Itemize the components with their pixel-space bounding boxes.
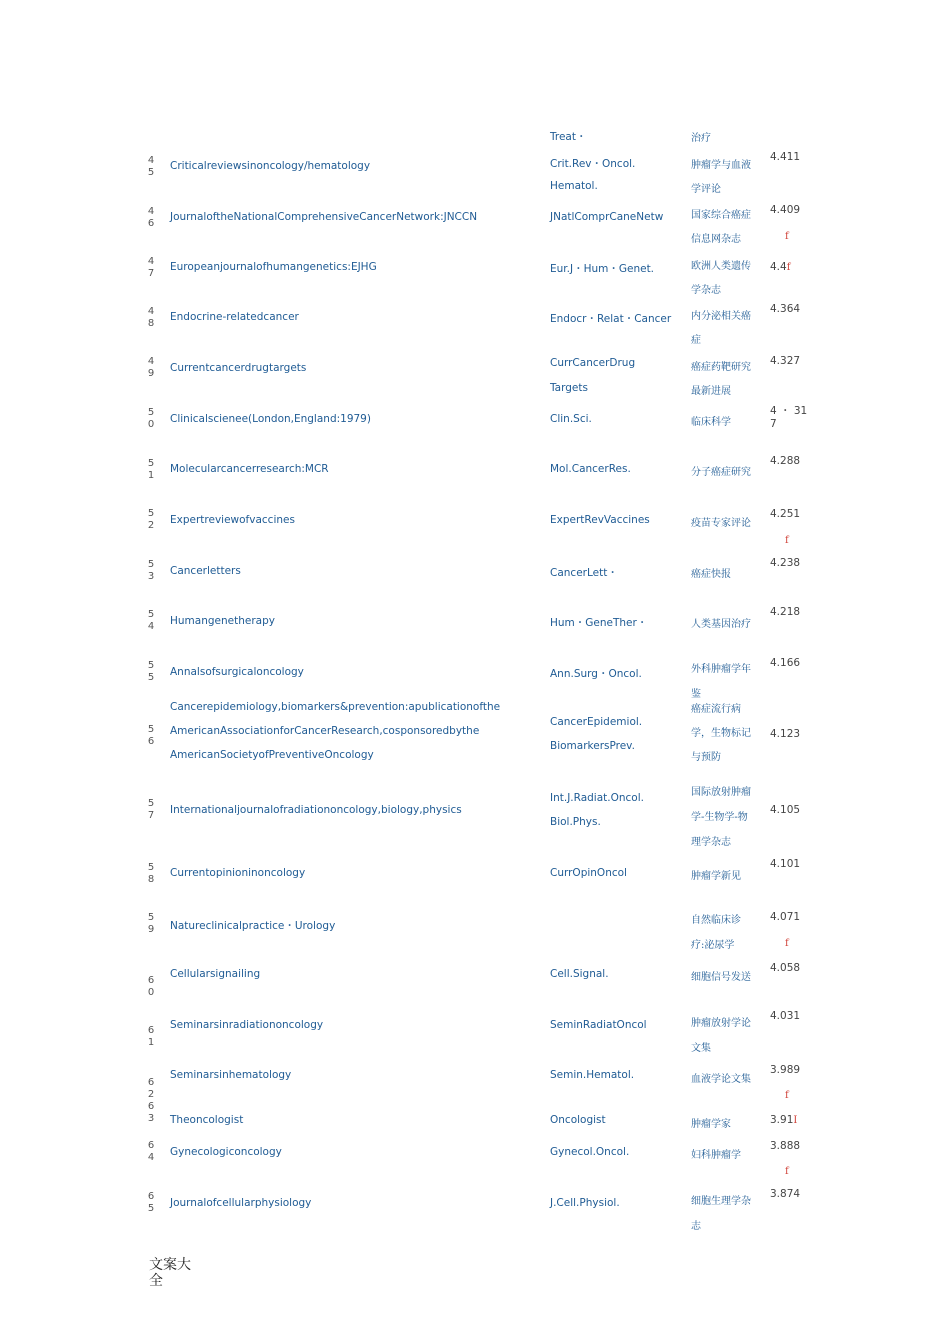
row-number: 6 4 <box>147 1140 155 1163</box>
chinese-cell: 学评论 <box>691 184 721 195</box>
row-number: 6 5 <box>147 1191 155 1214</box>
mark-glyph: f <box>785 231 789 242</box>
chinese-cell: 妇科肿瘤学 <box>691 1150 741 1161</box>
abbrev-cell: J.Cell.Physiol. <box>550 1197 620 1209</box>
row-number: 5 7 <box>147 798 155 821</box>
chinese-cell: 与预防 <box>691 752 721 763</box>
abbrev-cell: ExpertRevVaccines <box>550 514 650 526</box>
abbrev-cell: BiomarkersPrev. <box>550 740 635 752</box>
chinese-cell: 信息网杂志 <box>691 234 741 245</box>
row-number: 5 5 <box>147 660 155 683</box>
abbrev-cell: Eur.J・Hum・Genet. <box>550 263 655 275</box>
row-number: 5 0 <box>147 407 155 430</box>
journal-name: Internationaljournalofradiationoncology,biology,physics <box>170 804 462 816</box>
abbrev-cell: Mol.CancerRes. <box>550 463 631 475</box>
abbrev-cell: CurrOpinOncol <box>550 867 627 879</box>
journal-name: Clinicalscienee(London,England:1979) <box>170 413 371 425</box>
chinese-cell: 肿瘤学与血液 <box>691 160 751 171</box>
impact-factor: 4.105 <box>770 804 801 816</box>
abbrev-cell: Oncologist <box>550 1114 606 1126</box>
abbrev-cell: Clin.Sci. <box>550 413 592 425</box>
journal-name: AmericanSocietyofPreventiveOncology <box>170 749 374 761</box>
impact-factor: 4.327 <box>770 355 801 367</box>
impact-factor: 3.989 <box>770 1064 801 1076</box>
abbrev-cell: Crit.Rev・Oncol. <box>550 158 636 170</box>
impact-factor: 3.91I <box>770 1114 798 1126</box>
abbrev-cell: CancerLett・ <box>550 567 618 579</box>
chinese-cell: 临床科学 <box>691 417 731 428</box>
journal-name: Endocrine-relatedcancer <box>170 311 299 323</box>
journal-name: Criticalreviewsinoncology/hematology <box>170 160 371 172</box>
journal-name: JournaloftheNationalComprehensiveCancerNetwork:JNCCN <box>170 211 478 223</box>
abbrev-cell: Gynecol.Oncol. <box>550 1146 630 1158</box>
row-number: 6 1 <box>147 1025 155 1048</box>
impact-factor: 4.411 <box>770 151 801 163</box>
journal-name: Natureclinicalpractice・Urology <box>170 920 336 932</box>
page-footer: 文案大 全 <box>149 1257 191 1289</box>
chinese-cell: 肿瘤学家 <box>691 1119 731 1130</box>
chinese-cell: 文集 <box>691 1043 711 1054</box>
abbrev-cell: Cell.Signal. <box>550 968 609 980</box>
chinese-cell: 分子癌症研究 <box>691 467 751 478</box>
abbrev-cell: Hum・GeneTher・ <box>550 617 648 629</box>
abbrev-cell: Treat・ <box>550 131 587 143</box>
mark-glyph: f <box>785 1090 789 1101</box>
chinese-cell: 自然临床诊 <box>691 915 741 926</box>
impact-factor: 4.238 <box>770 557 801 569</box>
journal-name: Gynecologiconcology <box>170 1146 282 1158</box>
chinese-cell: 学-生物学-物 <box>691 812 748 823</box>
journal-name: Currentopinioninoncology <box>170 867 306 879</box>
impact-factor: 4.071 <box>770 911 801 923</box>
chinese-cell: 志 <box>691 1221 701 1232</box>
row-number: 6 0 <box>147 975 155 998</box>
row-number: 5 4 <box>147 609 155 632</box>
row-number: 5 3 <box>147 559 155 582</box>
impact-factor: 4.166 <box>770 657 801 669</box>
chinese-cell: 理学杂志 <box>691 837 731 848</box>
chinese-cell: 学，生物标记 <box>691 728 751 739</box>
abbrev-cell: CancerEpidemiol. <box>550 716 643 728</box>
abbrev-cell: Hematol. <box>550 180 598 192</box>
chinese-cell: 欧洲人类遗传 <box>691 261 751 272</box>
chinese-cell: 细胞生理学杂 <box>691 1196 751 1207</box>
chinese-cell: 癌症快报 <box>691 569 731 580</box>
chinese-cell: 细胞信号发送 <box>691 972 751 983</box>
chinese-cell: 内分泌相关癌 <box>691 311 751 322</box>
chinese-cell: 症 <box>691 335 701 346</box>
row-number: 4 8 <box>147 306 155 329</box>
chinese-cell: 癌症流行病 <box>691 704 741 715</box>
impact-factor: 4.123 <box>770 728 801 740</box>
row-number: 5 1 <box>147 458 155 481</box>
abbrev-cell: Endocr・Relat・Cancer <box>550 313 672 325</box>
abbrev-cell: JNatlComprCaneNetw <box>550 211 664 223</box>
chinese-cell: 最新进展 <box>691 386 731 397</box>
chinese-cell: 血液学论文集 <box>691 1074 751 1085</box>
journal-name: Europeanjournalofhumangenetics:EJHG <box>170 261 377 273</box>
journal-name: Seminarsinhematology <box>170 1069 292 1081</box>
mark-glyph: f <box>785 535 789 546</box>
chinese-cell: 学杂志 <box>691 285 721 296</box>
row-number: 4 5 <box>147 155 155 178</box>
row-number: 6 2 6 3 <box>147 1077 155 1124</box>
row-number: 4 9 <box>147 356 155 379</box>
chinese-cell: 治疗 <box>691 133 711 144</box>
impact-factor: 4.251 <box>770 508 801 520</box>
chinese-cell: 人类基因治疗 <box>691 619 751 630</box>
journal-name: Theoncologist <box>170 1114 244 1126</box>
impact-factor: 4.364 <box>770 303 801 315</box>
mark-glyph: f <box>785 938 789 949</box>
abbrev-cell: Ann.Surg・Oncol. <box>550 668 642 680</box>
chinese-cell: 疫苗专家评论 <box>691 518 751 529</box>
journal-name: Humangenetherapy <box>170 615 275 627</box>
row-number: 4 6 <box>147 206 155 229</box>
row-number: 5 6 <box>147 724 155 747</box>
row-number: 5 8 <box>147 862 155 885</box>
journal-name: Annalsofsurgicaloncology <box>170 666 304 678</box>
abbrev-cell: Targets <box>550 382 588 394</box>
abbrev-cell: Biol.Phys. <box>550 816 601 828</box>
impact-factor: 4 ・ 31 7 <box>770 405 808 430</box>
impact-factor: 4.4f <box>770 261 791 273</box>
journal-name: Cancerletters <box>170 565 241 577</box>
abbrev-cell: CurrCancerDrug <box>550 357 636 369</box>
mark-glyph: I <box>793 1115 798 1126</box>
chinese-cell: 鉴 <box>691 689 701 700</box>
impact-factor: 4.218 <box>770 606 801 618</box>
impact-factor: 4.058 <box>770 962 801 974</box>
abbrev-cell: Semin.Hematol. <box>550 1069 635 1081</box>
chinese-cell: 国际放射肿瘤 <box>691 787 751 798</box>
chinese-cell: 癌症药靶研究 <box>691 362 751 373</box>
journal-name: Expertreviewofvaccines <box>170 514 295 526</box>
row-number: 4 7 <box>147 256 155 279</box>
impact-factor: 4.101 <box>770 858 801 870</box>
chinese-cell: 疗:泌尿学 <box>691 940 735 951</box>
journal-name: Seminarsinradiationoncology <box>170 1019 324 1031</box>
journal-name: Journalofcellularphysiology <box>170 1197 312 1209</box>
impact-factor: 4.031 <box>770 1010 801 1022</box>
journal-name: AmericanAssociationforCancerResearch,cosponsoredbythe <box>170 725 480 737</box>
mark-glyph: f <box>785 1166 789 1177</box>
row-number: 5 9 <box>147 912 155 935</box>
impact-factor: 3.874 <box>770 1188 801 1200</box>
journal-name: Molecularcancerresearch:MCR <box>170 463 329 475</box>
journal-name: Cellularsignailing <box>170 968 261 980</box>
chinese-cell: 国家综合癌症 <box>691 210 751 221</box>
chinese-cell: 外科肿瘤学年 <box>691 664 751 675</box>
journal-name: Cancerepidemiology,biomarkers&prevention:apublicationofthe <box>170 701 501 713</box>
impact-factor: 4.409 <box>770 204 801 216</box>
abbrev-cell: SeminRadiatOncol <box>550 1019 647 1031</box>
abbrev-cell: Int.J.Radiat.Oncol. <box>550 792 644 804</box>
row-number: 5 2 <box>147 508 155 531</box>
mark-glyph: f <box>786 262 791 273</box>
chinese-cell: 肿瘤放射学论 <box>691 1018 751 1029</box>
journal-name: Currentcancerdrugtargets <box>170 362 307 374</box>
chinese-cell: 肿瘤学新见 <box>691 871 741 882</box>
impact-factor: 4.288 <box>770 455 801 467</box>
impact-factor: 3.888 <box>770 1140 801 1152</box>
